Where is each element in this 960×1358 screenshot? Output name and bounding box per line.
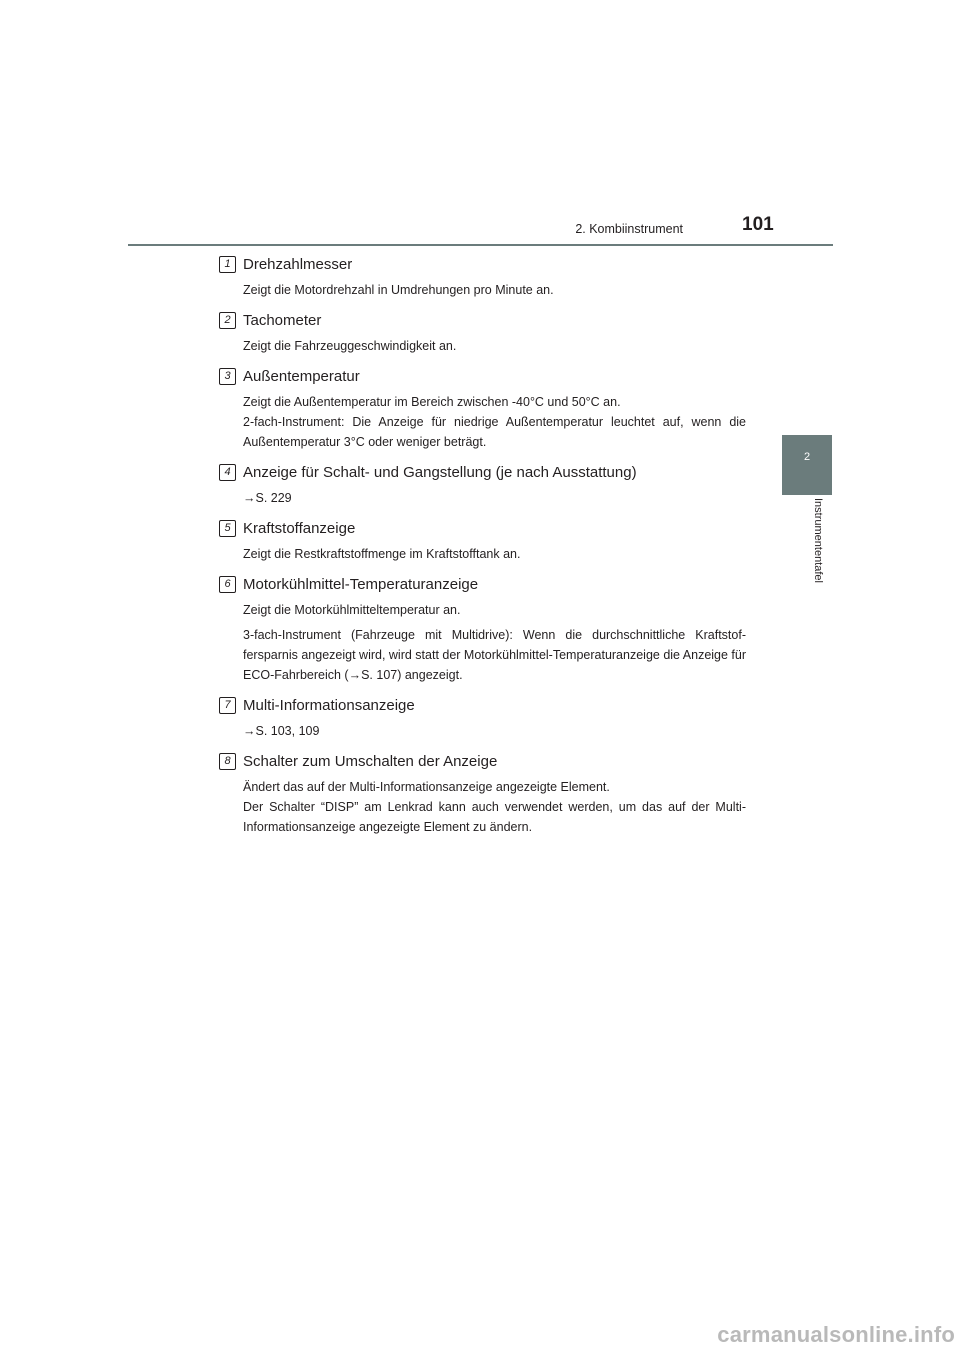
item-number-badge: 8 (219, 753, 236, 770)
item-paragraph: Zeigt die Motorkühlmitteltemperatur an. (243, 603, 461, 617)
list-item-6 (218, 573, 746, 685)
item-number-badge: 6 (219, 576, 236, 593)
chapter-label: Instrumententafel (812, 498, 824, 583)
item-paragraph: Ändert das auf der Multi-Informationsanzeige angezeigte Element. (243, 780, 610, 794)
item-title: Tachometer (243, 311, 322, 329)
item-paragraph: 2-fach-Instrument: Die Anzeige für niedrige Außentemperatur leuchtet auf, wenn die Außentemperatur 3°C oder weniger beträgt. (243, 415, 746, 449)
chapter-number: 2 (803, 451, 811, 463)
item-title: Motorkühlmittel-Temperaturanzeige (243, 575, 479, 593)
item-number-badge: 3 (219, 368, 236, 385)
item-title: Kraftstoffanzeige (243, 519, 356, 537)
item-paragraph: Zeigt die Außentemperatur im Bereich zwischen -40°C und 50°C an. (243, 395, 621, 409)
list-item-3 (218, 365, 746, 452)
list-item-1 (218, 253, 746, 300)
item-title: Außentemperatur (243, 367, 360, 385)
page-reference-link[interactable]: →S. 103, 109 (243, 724, 320, 738)
item-number-badge: 7 (219, 697, 236, 714)
list-item-2 (218, 309, 746, 356)
item-title: Multi-Informationsanzeige (243, 696, 415, 714)
item-title: Anzeige für Schalt- und Gangstellung (je nach Ausstattung) (243, 463, 637, 481)
item-paragraph: 3-fach-Instrument (Fahrzeuge mit Multidrive): Wenn die durchschnittliche Kraftstof-fersparnis angezeigt wird, wird statt der Motorkühlmittel-Temperaturanzeige die Anzeige für ECO-Fahrbereich (→S. 107) angezeigt. (243, 628, 747, 682)
page-header (0, 0, 960, 250)
page-reference-link[interactable]: →S. 229 (243, 491, 292, 505)
list-item-7 (218, 694, 746, 741)
item-list (218, 253, 746, 846)
item-number-badge: 1 (219, 256, 236, 273)
item-number-badge: 2 (219, 312, 236, 329)
item-paragraph: Der Schalter “DISP” am Lenkrad kann auch verwendet werden, um das auf der Multi-Informationsanzeige angezeigte Element zu ändern. (243, 800, 746, 834)
item-paragraph: Zeigt die Restkraftstoffmenge im Kraftstofftank an. (243, 547, 521, 561)
section-title: 2. Kombiinstrument (575, 222, 683, 236)
list-item-8 (218, 750, 746, 837)
page-number: 101 (742, 214, 774, 235)
item-title: Drehzahlmesser (243, 255, 353, 273)
site-watermark: carmanualsonline.info (717, 1322, 955, 1347)
header-rule (128, 244, 833, 246)
item-paragraph: Zeigt die Fahrzeuggeschwindigkeit an. (243, 339, 457, 353)
item-title: Schalter zum Umschalten der Anzeige (243, 752, 498, 770)
list-item-4 (218, 461, 746, 508)
chapter-tab (782, 435, 832, 495)
list-item-5 (218, 517, 746, 564)
item-number-badge: 5 (219, 520, 236, 537)
item-number-badge: 4 (219, 464, 236, 481)
item-paragraph: Zeigt die Motordrehzahl in Umdrehungen pro Minute an. (243, 283, 554, 297)
